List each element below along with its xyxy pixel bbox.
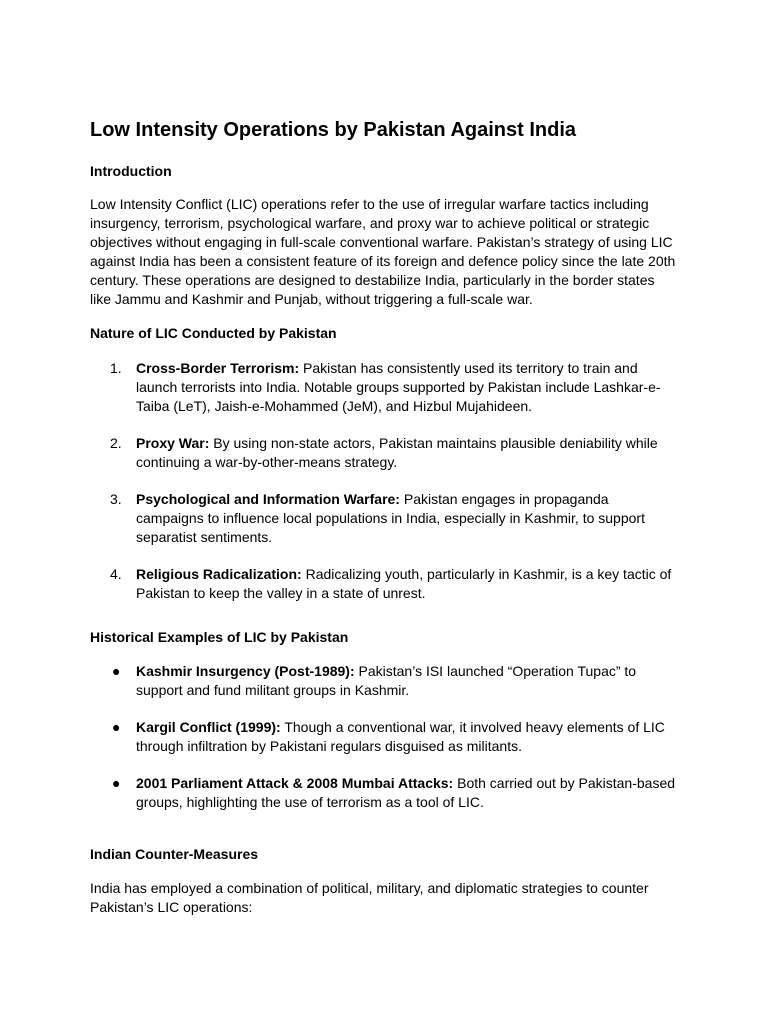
historical-list <box>90 662 678 812</box>
counter-measures-heading: Indian Counter-Measures <box>90 846 259 862</box>
list-item <box>90 662 678 700</box>
list-item-text: Pakistan’s ISI launched “Operation Tupac” to support and fund militant groups in Kashmir. <box>136 663 637 698</box>
list-item <box>90 718 678 756</box>
bullet-icon: ● <box>112 719 121 735</box>
list-item-text: Though a conventional war, it involved heavy elements of LIC through infiltration by Pakistani regulars disguised as militants. <box>136 719 665 754</box>
bullet-icon: ● <box>112 775 121 791</box>
list-item-title: Kargil Conflict (1999): <box>136 719 281 735</box>
list-item-text: Pakistan has consistently used its territory to train and launch terrorists into India. Notable groups supported by Pakistan include Lashkar-e-Taiba (LeT), Jaish-e-Mohammed (JeM), and Hizbul Mujahideen. <box>136 360 661 414</box>
introduction-heading: Introduction <box>90 163 172 179</box>
list-item-title: Religious Radicalization: <box>136 566 302 582</box>
historical-heading: Historical Examples of LIC by Pakistan <box>90 629 349 645</box>
nature-heading: Nature of LIC Conducted by Pakistan <box>90 325 337 341</box>
list-item-title: Kashmir Insurgency (Post-1989): <box>136 663 355 679</box>
counter-measures-paragraph: India has employed a combination of political, military, and diplomatic strategies to counter Pakistan’s LIC operations: <box>90 880 649 915</box>
list-item-title: Cross-Border Terrorism: <box>136 360 300 376</box>
list-item-text: By using non-state actors, Pakistan maintains plausible deniability while continuing a war-by-other-means strategy. <box>136 435 658 470</box>
list-item-title: Psychological and Information Warfare: <box>136 491 400 507</box>
list-number: 1. <box>110 360 122 376</box>
list-item-text: Both carried out by Pakistan-based groups, highlighting the use of terrorism as a tool of LIC. <box>136 775 676 810</box>
list-item-title: 2001 Parliament Attack & 2008 Mumbai Attacks: <box>136 775 454 791</box>
list-number: 3. <box>110 491 122 507</box>
list-item <box>90 490 678 547</box>
document-title: Low Intensity Operations by Pakistan Against India <box>90 119 577 141</box>
list-item <box>90 359 678 416</box>
list-item-text: Pakistan engages in propaganda campaigns to influence local populations in India, especially in Kashmir, to support separatist sentiments. <box>136 491 645 545</box>
list-item <box>90 565 678 603</box>
list-item-text: Radicalizing youth, particularly in Kashmir, is a key tactic of Pakistan to keep the valley in a state of unrest. <box>136 566 672 601</box>
list-number: 4. <box>110 566 122 582</box>
bullet-icon: ● <box>112 663 121 679</box>
introduction-paragraph: Low Intensity Conflict (LIC) operations refer to the use of irregular warfare tactics including insurgency, terrorism, psychological warfare, and proxy war to achieve political or strategic objectives without engaging in full-scale conventional warfare. Pakistan’s strategy of using LIC against India has been a consistent feature of its foreign and defence policy since the late 20th century. These operations are designed to destabilize India, particularly in the border states like Jammu and Kashmir and Punjab, without triggering a full-scale war. <box>90 196 676 307</box>
list-item <box>90 774 678 812</box>
list-number: 2. <box>110 435 122 451</box>
list-item-title: Proxy War: <box>136 435 210 451</box>
nature-list <box>90 359 678 603</box>
list-item <box>90 434 678 472</box>
